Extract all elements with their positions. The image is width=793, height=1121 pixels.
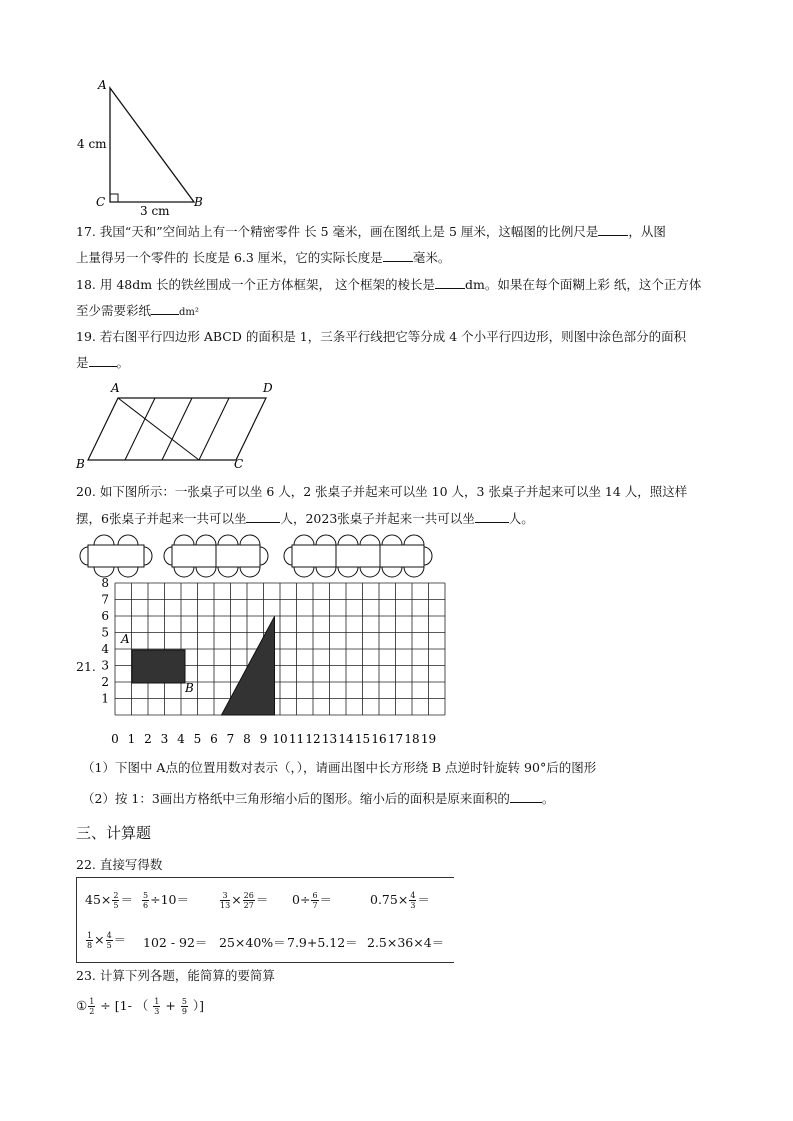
y-tick-label: 5 xyxy=(101,625,109,640)
q19-blank-area[interactable] xyxy=(89,354,117,367)
grid-label-a: A xyxy=(121,632,130,646)
x-tick-label: 9 xyxy=(259,732,268,746)
q19-line2 xyxy=(76,353,129,371)
q18-blank-paper[interactable] xyxy=(151,302,179,315)
q20-blank-six[interactable] xyxy=(246,510,280,523)
q18-line2 xyxy=(76,301,199,319)
q18-line1 xyxy=(76,275,701,293)
q20-line2 xyxy=(76,509,534,527)
tables-figure xyxy=(74,533,444,581)
q19-line1: 19. 若右图平行四边形 ABCD 的面积是 1，三条平行线把它等分成 4 个小平行四边形，则图中涂色部分的面积 xyxy=(76,329,687,344)
q18-text-b: dm。如果在每个面糊上彩 纸，这个正方体 xyxy=(465,277,702,292)
y-tick-label: 7 xyxy=(101,592,109,607)
q17-line1 xyxy=(76,222,666,240)
triangle-side-cb: 3 cm xyxy=(140,204,170,218)
y-axis-ticks xyxy=(101,576,109,706)
q21-number: 21. xyxy=(76,659,96,674)
y-tick-label: 6 xyxy=(101,609,109,623)
parallelogram-figure xyxy=(72,378,282,470)
triangle-label-a: A xyxy=(98,78,107,92)
q18-blank-edge[interactable] xyxy=(435,276,465,289)
q23-title: 23. 计算下列各题，能简算的要简算 xyxy=(76,968,275,983)
q18-text-d: dm² xyxy=(179,307,199,318)
x-tick-label: 6 xyxy=(210,732,218,746)
q17-text-a: 17. 我国“天和”空间站上有一个精密零件 长 5 毫米，画在图纸上是 5 厘米，这幅图的比例尺是 xyxy=(76,224,599,239)
parallelogram-label-d: D xyxy=(263,381,273,395)
q20-text-a: 摆，6张桌子并起来一共可以坐 xyxy=(76,511,247,526)
rectangle-shape xyxy=(132,650,185,683)
x-tick-label: 0 xyxy=(111,732,119,746)
y-tick-label: 2 xyxy=(101,675,109,689)
triangle-side-ac: 4 cm xyxy=(77,137,107,151)
q22-calc-box xyxy=(76,877,454,963)
q20-text-b: 人，2023张桌子并起来一共可以坐 xyxy=(280,511,475,526)
x-tick-label: 11 xyxy=(288,732,305,746)
x-tick-label: 17 xyxy=(387,732,404,746)
calc-r2c2: 102 - 92＝ xyxy=(143,935,208,950)
x-tick-label: 8 xyxy=(243,732,251,746)
q22-title: 22. 直接写得数 xyxy=(76,857,163,872)
q17-blank-scale[interactable] xyxy=(598,223,628,236)
calc-r2c5: 2.5×36×4＝ xyxy=(367,935,445,950)
x-tick-label: 5 xyxy=(193,732,202,746)
q21-part2-text: （2）按 1：3画出方格纸中三角形缩小后的图形。缩小后的面积是原来面积的 xyxy=(82,791,510,806)
x-tick-label: 18 xyxy=(404,732,420,746)
q19-text-a: 是 xyxy=(76,355,89,370)
x-tick-label: 1 xyxy=(127,732,136,746)
x-tick-label: 10 xyxy=(272,732,288,746)
table-group-three xyxy=(284,535,432,577)
calc-r1c2: $\frac{5}{6}$ ÷10＝ xyxy=(143,891,189,910)
parallelogram-label-a: A xyxy=(111,381,120,395)
q17-line2 xyxy=(76,248,450,266)
x-tick-label: 4 xyxy=(177,732,185,746)
calc-r1c3: $\frac{3}{13}$ × $\frac{26}{27}$ ＝ xyxy=(220,891,269,910)
q20-blank-2023[interactable] xyxy=(475,510,509,523)
calc-r2c3: 25×40%＝ xyxy=(219,935,286,950)
y-tick-label: 4 xyxy=(101,642,109,656)
x-axis-ticks xyxy=(111,732,436,746)
x-tick-label: 3 xyxy=(160,732,169,746)
table-group-two xyxy=(164,535,268,577)
q18-text-c: 至少需要彩纸 xyxy=(76,303,152,318)
q21-part1: （1）下图中 A点的位置用数对表示（，），请画出图中长方形绕 B 点逆时针旋转 90°后的图形 xyxy=(82,760,597,775)
x-tick-label: 14 xyxy=(338,732,354,746)
x-tick-label: 15 xyxy=(354,732,371,746)
triangle-label-c: C xyxy=(96,195,106,209)
q17-blank-length[interactable] xyxy=(383,249,413,262)
x-tick-label: 2 xyxy=(144,732,152,746)
q20-line1: 20. 如下图所示：一张桌子可以坐 6 人，2 张桌子并起来可以坐 10 人，3 张桌子并起来可以坐 14 人，照这样 xyxy=(76,484,688,499)
q18-text-a: 18. 用 48dm 长的铁丝围成一个正方体框架， 这个框架的棱长是 xyxy=(76,277,436,292)
calc-r1c5: 0.75× $\frac{4}{3}$ ＝ xyxy=(370,891,430,910)
x-tick-label: 7 xyxy=(226,732,235,746)
parallelogram-label-b: B xyxy=(76,457,85,471)
coordinate-grid xyxy=(90,576,470,750)
q17-text-d: 毫米。 xyxy=(412,250,451,265)
grid-lines xyxy=(115,583,445,715)
q19-text-b: 。 xyxy=(116,355,130,370)
grid-label-b: B xyxy=(185,681,194,695)
section-3-heading: 三、计算题 xyxy=(76,824,152,842)
x-tick-label: 12 xyxy=(305,732,321,746)
x-tick-label: 19 xyxy=(420,732,437,746)
table-group-one xyxy=(80,535,152,577)
q17-text-c: 上量得另一个零件的 长度是 6.3 厘米，它的实际长度是 xyxy=(76,250,383,265)
q21-blank-area[interactable] xyxy=(510,790,542,803)
y-tick-label: 3 xyxy=(101,658,109,673)
calc-r1c1: 45× $\frac{2}{5}$ ＝ xyxy=(85,891,133,910)
q17-text-b: ，从图 xyxy=(628,224,666,239)
calc-r2c1: $\frac{1}{8}$ × $\frac{4}{5}$ ＝ xyxy=(87,931,127,950)
q20-text-c: 人。 xyxy=(508,511,534,526)
x-tick-label: 16 xyxy=(371,732,387,746)
q21-part2-end: 。 xyxy=(541,791,555,806)
q23-item-1: ① $\frac{1}{2}$ ÷ [1- （ $\frac{1}{3}$ + $\frac{5}{9}$ ）] xyxy=(76,997,205,1016)
y-tick-label: 8 xyxy=(101,576,109,590)
triangle-label-b: B xyxy=(194,195,203,209)
calc-r1c4: 0÷ $\frac{6}{7}$ ＝ xyxy=(292,891,333,910)
x-tick-label: 13 xyxy=(321,732,338,746)
q21-part2 xyxy=(82,789,554,807)
parallelogram-label-c: C xyxy=(234,457,244,471)
calc-r2c4: 7.9+5.12＝ xyxy=(287,935,358,950)
y-tick-label: 1 xyxy=(101,691,109,706)
right-triangle-figure xyxy=(70,72,210,222)
